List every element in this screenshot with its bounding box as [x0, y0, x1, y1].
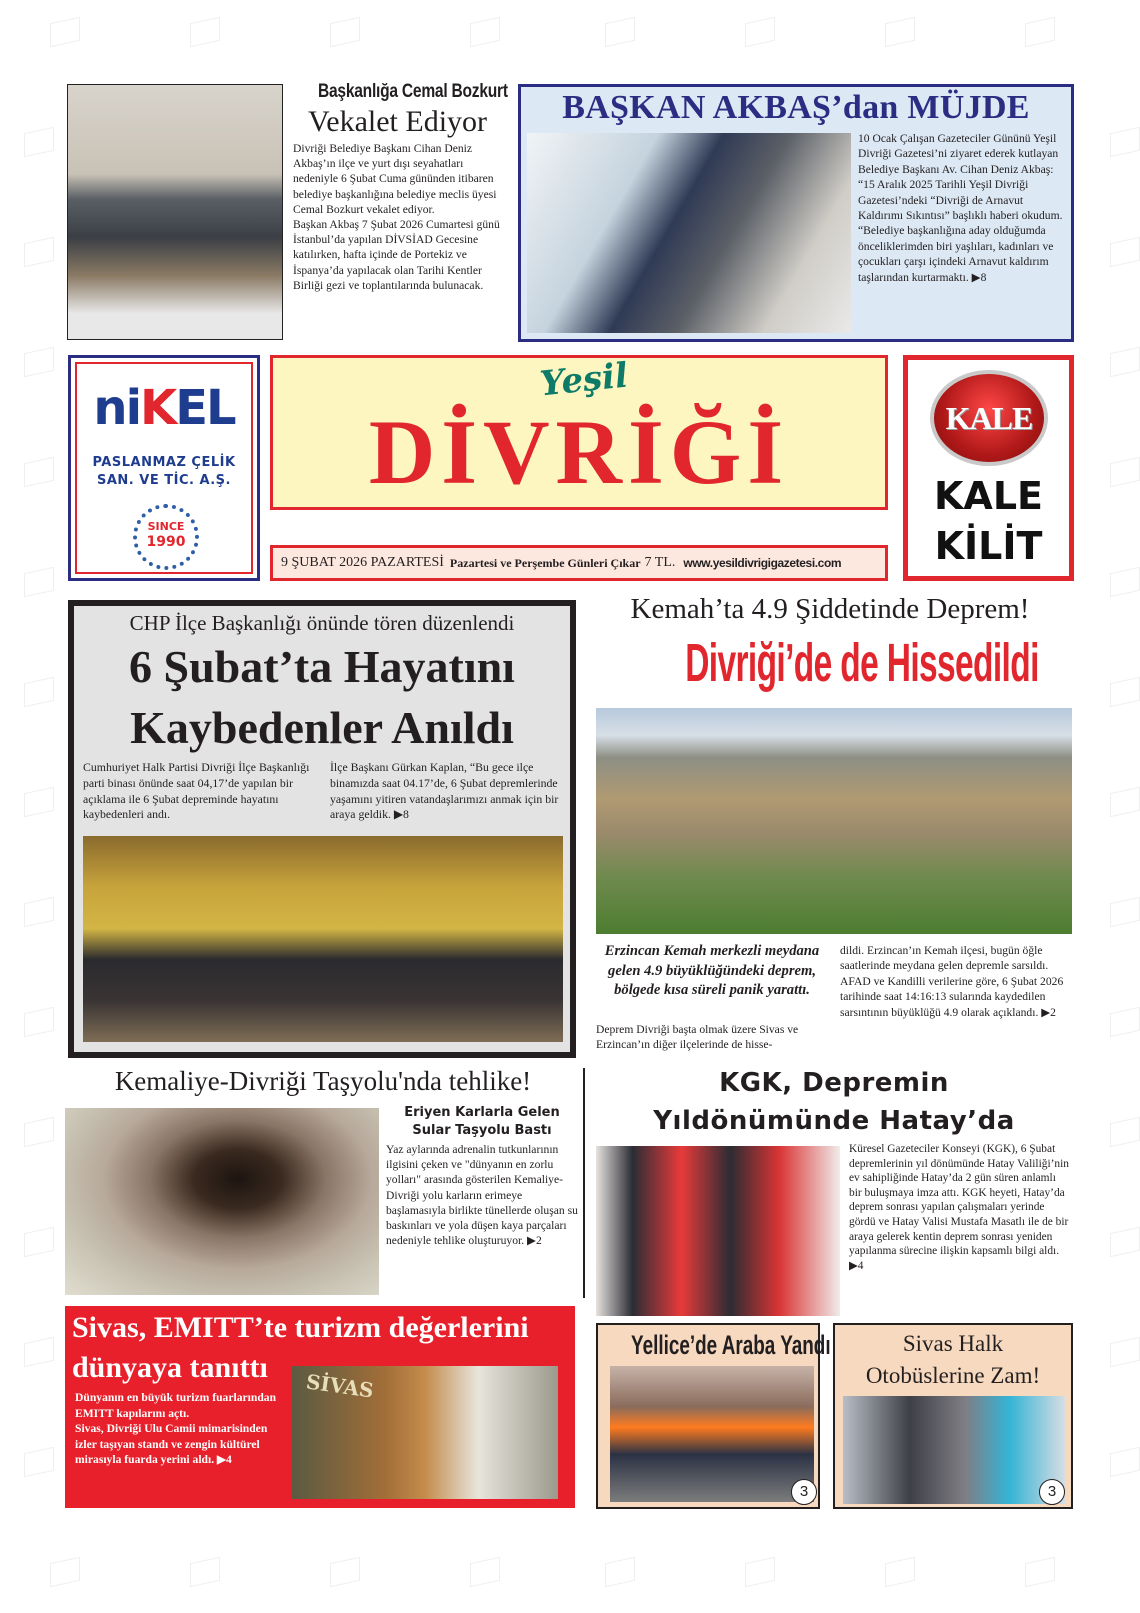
masthead-title: DİVRİĞİ [368, 401, 790, 503]
issue-price: 7 TL. [644, 555, 676, 570]
nikel-tagline: PASLANMAZ ÇELİK SAN. VE TİC. A.Ş. [92, 455, 236, 488]
kemah-body-col2: dildi. Erzincan’ın Kemah ilçesi, bugün öğle saatlerinde meydana gelen depremle sarsıldı. AFAD ve Kandilli verilerine göre, 6 Şubat 2026 tarihinde saat 14:16:13 sularında kaydedilen sarsıntının büyüklüğü 4.9 olarak açıklandı. ▶2 [840, 944, 1064, 1019]
kale-ad[interactable] [903, 355, 1074, 581]
watermark-icon [1090, 1450, 1140, 1476]
watermark-icon [4, 680, 74, 706]
watermark-icon [865, 1560, 935, 1586]
watermark-icon [1090, 680, 1140, 706]
kale-emblem-icon: KALE [930, 370, 1048, 466]
emitt-page-ref[interactable]: ▶4 [217, 1453, 232, 1467]
watermark-icon [1005, 20, 1075, 46]
watermark-icon [4, 1230, 74, 1256]
watermark-icon [1090, 240, 1140, 266]
kale-wordmark-2: KİLİT [934, 524, 1043, 568]
watermark-icon [1090, 570, 1140, 596]
kgk-body: Küresel Gazeteciler Konseyi (KGK), 6 Şubat depremlerinin yıl dönümünde Hatay Valiliği’nin ev sahipliğinde Hatay’da 2 gün süren anlamlı bir buluşmaya imza attı. KGK heyeti, Hatay’da deprem sonrası yapılan çalışmaları yerinde gördü ve Hatay Valisi Mustafa Masatlı ile de bir araya gelerek kentin deprem sonrası yeniden yapılanma sürecine ilişkin kapsamlı bilgi aldı. ▶4 [849, 1143, 1069, 1272]
emitt-body: Dünyanın en büyük turizm fuarlarından EMITT kapılarını açtı. Sivas, Divriği Ulu Camii mimarisinden izler taşıyan standı ve zengin kültürel mirasıyla fuarda yerini aldı. ▶4 [75, 1391, 277, 1467]
kemah-body-col1: Deprem Divriği başta olmak üzere Sivas ve Erzincan’ın diğer ilçelerinde de hisse- [596, 1023, 799, 1052]
watermark-icon [4, 240, 74, 266]
watermark-icon [450, 1560, 520, 1586]
watermark-icon [585, 1560, 655, 1586]
otobus-photo [843, 1396, 1065, 1504]
chp-headline: 6 Şubat’ta Hayatını Kaybedenler Anıldı [129, 641, 515, 753]
website-link[interactable]: www.yesildivrigigazetesi.com [683, 556, 842, 570]
akbas-body [858, 131, 1070, 285]
watermark-icon [4, 1340, 74, 1366]
watermark-icon [4, 1010, 74, 1036]
watermark-icon [1090, 1120, 1140, 1146]
bozkurt-body-p1: Divriği Belediye Başkanı Cihan Deniz Akbaş’ın ilçe ve yurt dışı seyahatları nedeniyle 6 Şubat Cuma gününden itibaren belediye başkanlığına belediye meclis üyesi Cemal Bozkurt vekalet ediyor. [293, 142, 497, 216]
tasyolu-subhead: Eriyen Karlarla Gelen Sular Taşyolu Bastı [404, 1105, 560, 1138]
issue-frequency: Pazartesi ve Perşembe Günleri Çıkar [449, 555, 641, 570]
kemah-lead: Erzincan Kemah merkezli meydana gelen 4.9 büyüklüğündeki deprem, bölgede kısa süreli panik yarattı. [604, 943, 820, 998]
nikel-ad[interactable] [68, 355, 260, 581]
tasyolu-headline: Kemaliye-Divriği Taşyolu'nda tehlike! [114, 1066, 532, 1096]
watermark-icon [4, 1120, 74, 1146]
bozkurt-headline: Vekalet Ediyor [307, 105, 488, 138]
bozkurt-body [293, 141, 508, 293]
bozkurt-kicker: Başkanlığa Cemal Bozkurt [318, 81, 508, 102]
bozkurt-body-p2: Başkan Akbaş 7 Şubat 2026 Cumartesi günü İstanbul’da yapılan DİVSİAD Gecesine katılırken, hafta içinde de Portekiz ve İspanya’da yapılacak olan Tarihi Kentler Birliği gezi ve toplantılarında bulunacak. [293, 218, 500, 292]
watermark-icon [1090, 130, 1140, 156]
watermark-icon [450, 20, 520, 46]
watermark-icon [1005, 1560, 1075, 1586]
tasyolu-body: Yaz aylarında adrenalin tutkunlarının ilgisini çeken ve "dünyanın en zorlu yolları" arasında gösterilen Kemaliye-Divriği yolu karların erimeye başlamasıyla birlikte tünellerde oluşan su baskınları ve yola düşen kaya parçaları nedeniyle tehlike oluşturuyor. ▶2 [386, 1143, 578, 1248]
otobus-page-badge[interactable]: 3 [1039, 1479, 1065, 1505]
watermark-icon [310, 1560, 380, 1586]
yellice-headline: Yellice’de Araba Yandı [631, 1330, 831, 1360]
watermark-icon [1090, 790, 1140, 816]
watermark-icon [1090, 350, 1140, 376]
yellice-page-badge[interactable]: 3 [791, 1479, 817, 1505]
akbas-headline: BAŞKAN AKBAŞ’dan MÜJDE [562, 89, 1030, 126]
kgk-page-ref[interactable]: ▶4 [849, 1259, 864, 1272]
watermark-icon [4, 350, 74, 376]
watermark-icon [170, 1560, 240, 1586]
watermark-icon [1090, 1010, 1140, 1036]
laurel-badge-icon: SINCE 1990 [133, 504, 199, 570]
emitt-photo-sign: SİVAS [304, 1369, 376, 1403]
kemah-page-ref[interactable]: ▶2 [1041, 1005, 1056, 1019]
chp-body-col2: İlçe Başkanı Gürkan Kaplan, “Bu gece ilçe binamızda saat 04.17’de, 6 Şubat depremlerinde yaşamını yitiren vatandaşlarımızı anmak için bir araya geldik. ▶8 [330, 760, 559, 822]
akbas-body-text: 10 Ocak Çalışan Gazeteciler Gününü Yeşil Divriği Gazetesi’ni ziyaret ederek kutlayan Belediye Başkanı Av. Cihan Deniz Akbaş: “15 Aralık 2025 Tarihli Yeşil Divriği Gazetesi’ndeki “Divriği de Arnavut Kaldırımı Sıkıntısı” başlıklı haberi okudum. “Belediye başkanlığına aday olduğumda önceliklerimden biri yaşlıları, kadınları ve çocukları çarşı içindeki Arnavut kaldırım taşlarından kurtarmaktı. [858, 132, 1063, 284]
watermark-icon [585, 20, 655, 46]
issue-date: 9 ŞUBAT 2026 PAZARTESİ [281, 555, 444, 570]
masthead-dateline [270, 545, 888, 581]
akbas-photo [527, 133, 851, 333]
tasyolu-photo [65, 1108, 379, 1295]
watermark-icon [1090, 460, 1140, 486]
watermark-icon [170, 20, 240, 46]
chp-kicker: CHP İlçe Başkanlığı önünde tören düzenlendi [129, 611, 515, 635]
watermark-icon [4, 1450, 74, 1476]
watermark-icon [310, 20, 380, 46]
watermark-icon [4, 570, 74, 596]
tasyolu-page-ref[interactable]: ▶2 [527, 1234, 542, 1248]
otobus-headline: Sivas Halk Otobüslerine Zam! [865, 1331, 1041, 1388]
kale-wordmark: KALE [933, 474, 1044, 518]
akbas-page-ref[interactable]: ▶8 [971, 270, 987, 284]
chp-photo [83, 836, 563, 1042]
nikel-logo: niKEL [93, 380, 235, 436]
watermark-icon [30, 20, 100, 46]
bozkurt-photo [67, 84, 283, 340]
chp-page-ref[interactable]: ▶8 [393, 807, 409, 822]
kemah-headline: Divriği’de de Hissedildi [685, 633, 1039, 693]
watermark-icon [4, 460, 74, 486]
watermark-icon [1090, 1230, 1140, 1256]
watermark-icon [725, 1560, 795, 1586]
watermark-icon [865, 20, 935, 46]
yellice-photo [610, 1366, 814, 1502]
watermark-icon [1090, 900, 1140, 926]
kemah-photo [596, 708, 1072, 934]
watermark-icon [725, 20, 795, 46]
watermark-icon [4, 900, 74, 926]
watermark-icon [1090, 1340, 1140, 1366]
kgk-photo [596, 1146, 840, 1316]
column-divider [583, 1068, 585, 1298]
masthead-script: Yeşil [538, 355, 630, 405]
kemah-kicker: Kemah’ta 4.9 Şiddetinde Deprem! [630, 593, 1030, 625]
chp-body-col1: Cumhuriyet Halk Partisi Divriği İlçe Başkanlığı parti binası önünde saat 04,17’de yapılan bir açıklama ile 6 Şubat depreminde hayatını kaybedenleri andı. [83, 760, 310, 822]
watermark-icon [4, 790, 74, 816]
kgk-headline: KGK, Depremin Yıldönümünde Hatay’da [653, 1068, 1015, 1136]
watermark-icon [4, 130, 74, 156]
watermark-icon [30, 1560, 100, 1586]
emitt-headline: Sivas, EMITT’te turizm değerlerini dünyaya tanıttı [72, 1311, 529, 1384]
